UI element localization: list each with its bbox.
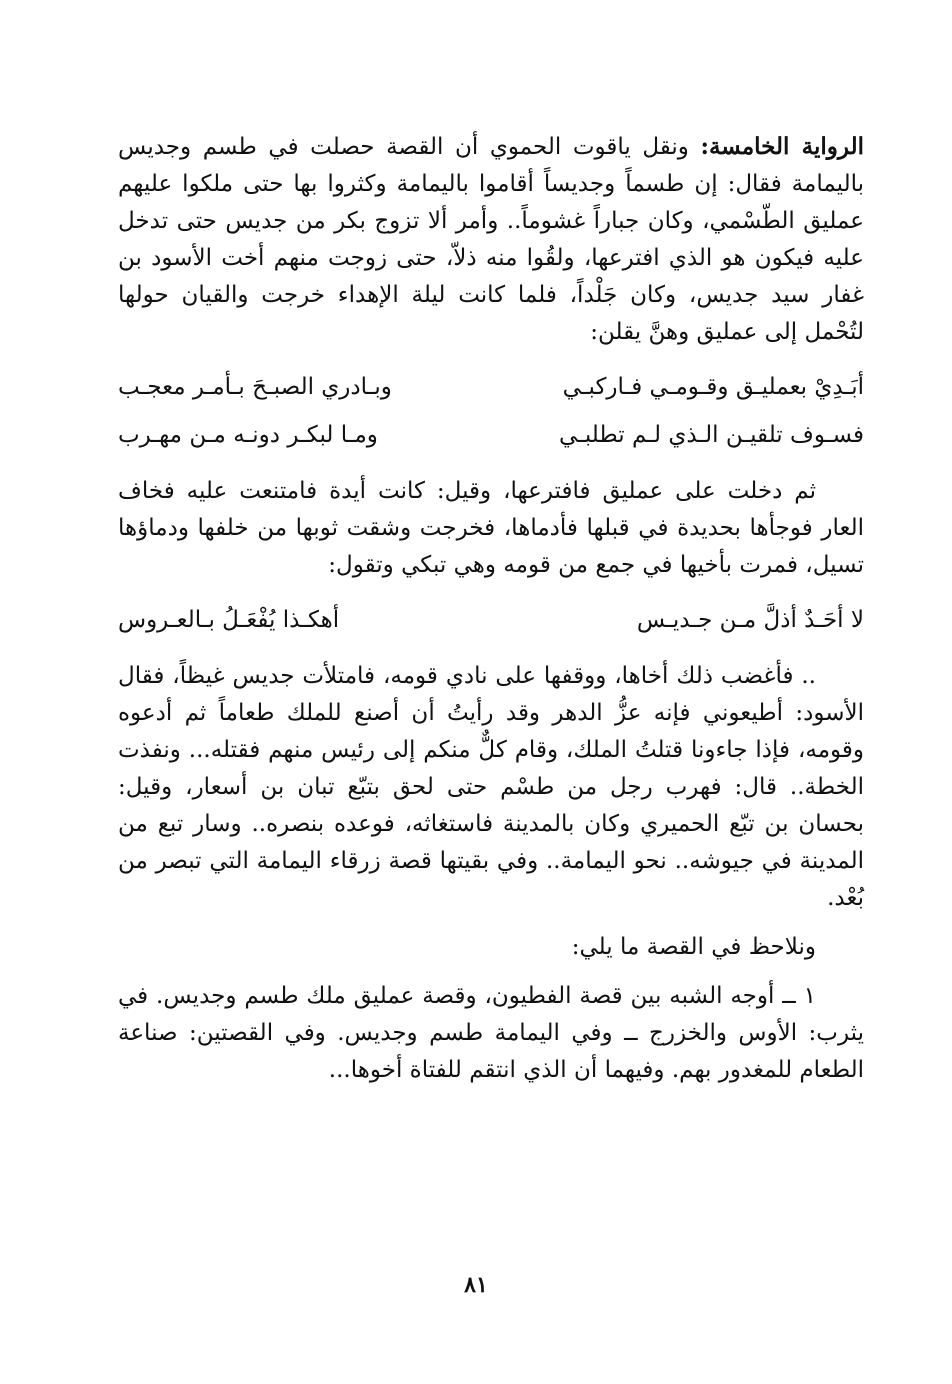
verse-line — [118, 411, 864, 459]
paragraph-revenge: .. فأغضب ذلك أخاها، ووقفها على نادي قومه، فامتلأت جديس غيظاً، فقال الأسود: أطيعوني فإنه عزُّ الدهر وقد رأيتُ أن أصنع للملك طعاماً ثم أدعوه وقومه، فإذا جاءونا قتلتُ الملك، وقام كلٌّ منكم إلى رئيس منهم فقتله... ونفذت الخطة.. قال: فهرب رجل من طسْم حتى لحق بتبّع تبان بن أسعار، وقيل: بحسان بن تبّع الحميري وكان بالمدينة فاستغاثه، فوعده بنصره.. وسار تبع من المدينة في جيوشه.. نحو اليمامة.. وفي بقيتها قصة زرقاء اليمامة التي تبصر من بُعْد. — [118, 663, 864, 911]
verse-first-hemistich: أبَـدِيْ بعمليـق وقـومـي فـاركبـي — [562, 374, 864, 400]
verse-second-hemistich: أهكـذا يُفْعَـلُ بـالعـروس — [118, 607, 340, 633]
verse-first-hemistich: لا أحَـدٌ أذلَّ مـن جـديـس — [636, 607, 864, 633]
paragraph-story-continuation: ثم دخلت على عمليق فافترعها، وقيل: كانت أيدة فامتنعت عليه فخاف العار فوجأها بحديدة في قبلها فأدماها، فخرجت وشقت ثوبها من خلفها ودماؤها تسيل، فمرت بأخيها في جمع من قومه وهي تبكي وتقول: — [118, 478, 864, 578]
poem-verses-2 — [118, 596, 864, 644]
paragraph-text: ونقل ياقوت الحموي أن القصة حصلت في طسم وجديس باليمامة فقال: إن طسماً وجديساً أقاموا باليمامة وكثروا بها حتى ملكوا عليهم عمليق الطّسْمي، وكان جباراً غشوماً.. وأمر ألا تزوج بكر من جديس حتى تدخل عليه فيكون هو الذي افترعها، ولقُوا منه ذلاّ، حتى زوجت منهم أخت الأسود بن غفار سيد جديس، وكان جَلْداً، فلما كانت ليلة الإهداء خرجت والقيان حولها لتُحْمل إلى عمليق وهنَّ يقلن: — [118, 134, 864, 345]
verse-line — [118, 363, 864, 411]
paragraph-observation-1: ١ ــ أوجه الشبه بين قصة الفطيون، وقصة عمليق ملك طسم وجديس. في يثرب: الأوس والخزرج ــ وفي اليمامة طسم وجديس. وفي القصتين: صناعة الطعام للمغدور بهم. وفيهما أن الذي انتقم للفتاة أخوها... — [118, 983, 864, 1083]
page-body — [118, 128, 864, 1304]
verse-second-hemistich: وبـادري الصبـحَ بـأمـر معجـب — [118, 374, 392, 400]
section-lead-heading: الرواية الخامسة: — [700, 133, 864, 160]
verse-line — [118, 596, 864, 644]
page-number: ٨١ — [464, 1272, 488, 1298]
poem-verses-1 — [118, 363, 864, 459]
paragraph-observations-intro: ونلاحظ في القصة ما يلي: — [571, 934, 816, 960]
verse-first-hemistich: فسـوف تلقيـن الـذي لـم تطلبـي — [558, 422, 864, 448]
paragraph-fifth-narration — [118, 128, 864, 351]
verse-second-hemistich: ومـا لبكـر دونـه مـن مهـرب — [118, 422, 378, 448]
